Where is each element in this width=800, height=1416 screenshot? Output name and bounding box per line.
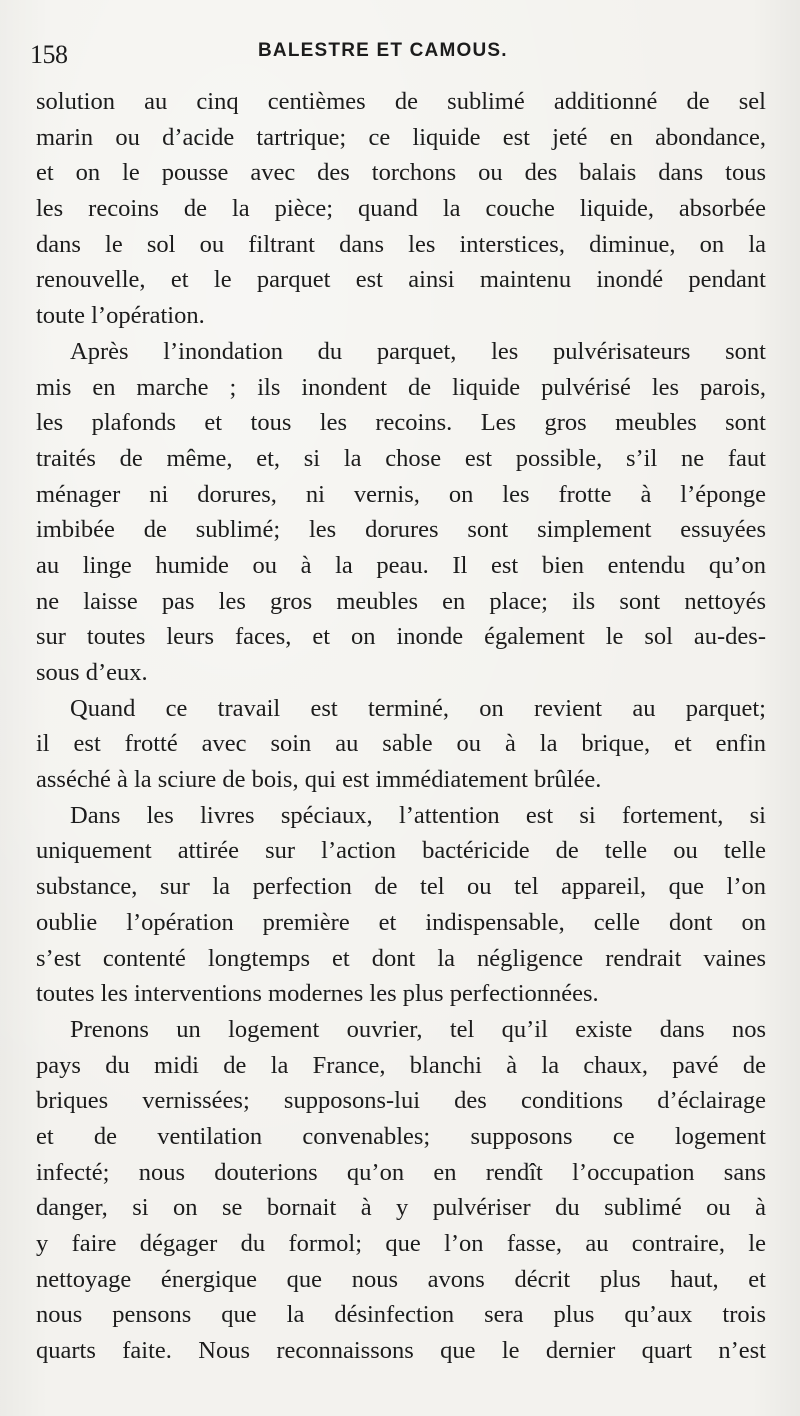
paragraph-first-line: Après l’inondation du parquet, les pulvérisateurs sont	[70, 337, 766, 365]
text-line: quarts faite. Nous reconnaissons que le dernier quart n’est	[36, 1337, 766, 1365]
text-line: au linge humide ou à la peau. Il est bien entendu qu’on	[36, 551, 766, 579]
text-line: imbibée de sublimé; les dorures sont simplement essuyées	[36, 516, 766, 544]
text-line: pays du midi de la France, blanchi à la chaux, pavé de	[36, 1051, 766, 1079]
text-line: briques vernissées; supposons-lui des conditions d’éclairage	[36, 1087, 766, 1115]
page-header	[30, 34, 770, 74]
text-line: substance, sur la perfection de tel ou tel appareil, que l’on	[36, 873, 766, 901]
paragraph-first-line: Quand ce travail est terminé, on revient au parquet;	[70, 694, 766, 722]
text-line: asséché à la sciure de bois, qui est immédiatement brûlée.	[36, 766, 602, 794]
text-line: mis en marche ; ils inondent de liquide pulvérisé les parois,	[36, 373, 766, 401]
text-line: solution au cinq centièmes de sublimé additionné de sel	[36, 88, 766, 115]
text-line: nettoyage énergique que nous avons décrit plus haut, et	[36, 1265, 766, 1293]
text-line: danger, si on se bornait à y pulvériser du sublimé ou à	[36, 1194, 766, 1222]
text-line: et de ventilation convenables; supposons ce logement	[36, 1122, 766, 1150]
text-line: toute l’opération.	[36, 302, 205, 330]
text-line: nous pensons que la désinfection sera plus qu’aux trois	[36, 1301, 766, 1329]
text-line: renouvelle, et le parquet est ainsi maintenu inondé pendant	[36, 266, 766, 294]
paragraph-first-line: Dans les livres spéciaux, l’attention est si fortement, si	[70, 801, 766, 829]
text-line: les plafonds et tous les recoins. Les gros meubles sont	[36, 409, 766, 437]
page-number: 158	[30, 40, 68, 69]
text-line: oublie l’opération première et indispensable, celle dont on	[36, 908, 766, 936]
text-line: les recoins de la pièce; quand la couche liquide, absorbée	[36, 195, 766, 223]
text-line: ménager ni dorures, ni vernis, on les frotte à l’éponge	[36, 480, 766, 508]
text-line: y faire dégager du formol; que l’on fasse, au contraire, le	[36, 1230, 766, 1257]
text-line: s’est contenté longtemps et dont la négligence rendrait vaines	[36, 944, 766, 972]
text-line: marin ou d’acide tartrique; ce liquide est jeté en abondance,	[36, 123, 766, 151]
text-line: sous d’eux.	[36, 659, 148, 686]
text-line: ne laisse pas les gros meubles en place; ils sont nettoyés	[36, 587, 766, 615]
paragraph-first-line: Prenons un logement ouvrier, tel qu’il existe dans nos	[70, 1015, 766, 1043]
body-text	[36, 84, 766, 1369]
text-line: infecté; nous douterions qu’on en rendît l’occupation sans	[36, 1158, 766, 1186]
text-line: uniquement attirée sur l’action bactéricide de telle ou telle	[36, 837, 766, 865]
text-line: traités de même, et, si la chose est possible, s’il ne faut	[36, 444, 766, 472]
text-line: toutes les interventions modernes les plus perfectionnées.	[36, 980, 599, 1008]
text-line: il est frotté avec soin au sable ou à la brique, et enfin	[36, 730, 766, 758]
text-line: dans le sol ou filtrant dans les interstices, diminue, on la	[36, 230, 766, 258]
text-line: sur toutes leurs faces, et on inonde également le sol au-des-	[36, 623, 766, 651]
running-head: BALESTRE ET CAMOUS.	[258, 40, 508, 61]
text-line: et on le pousse avec des torchons ou des balais dans tous	[36, 159, 766, 187]
